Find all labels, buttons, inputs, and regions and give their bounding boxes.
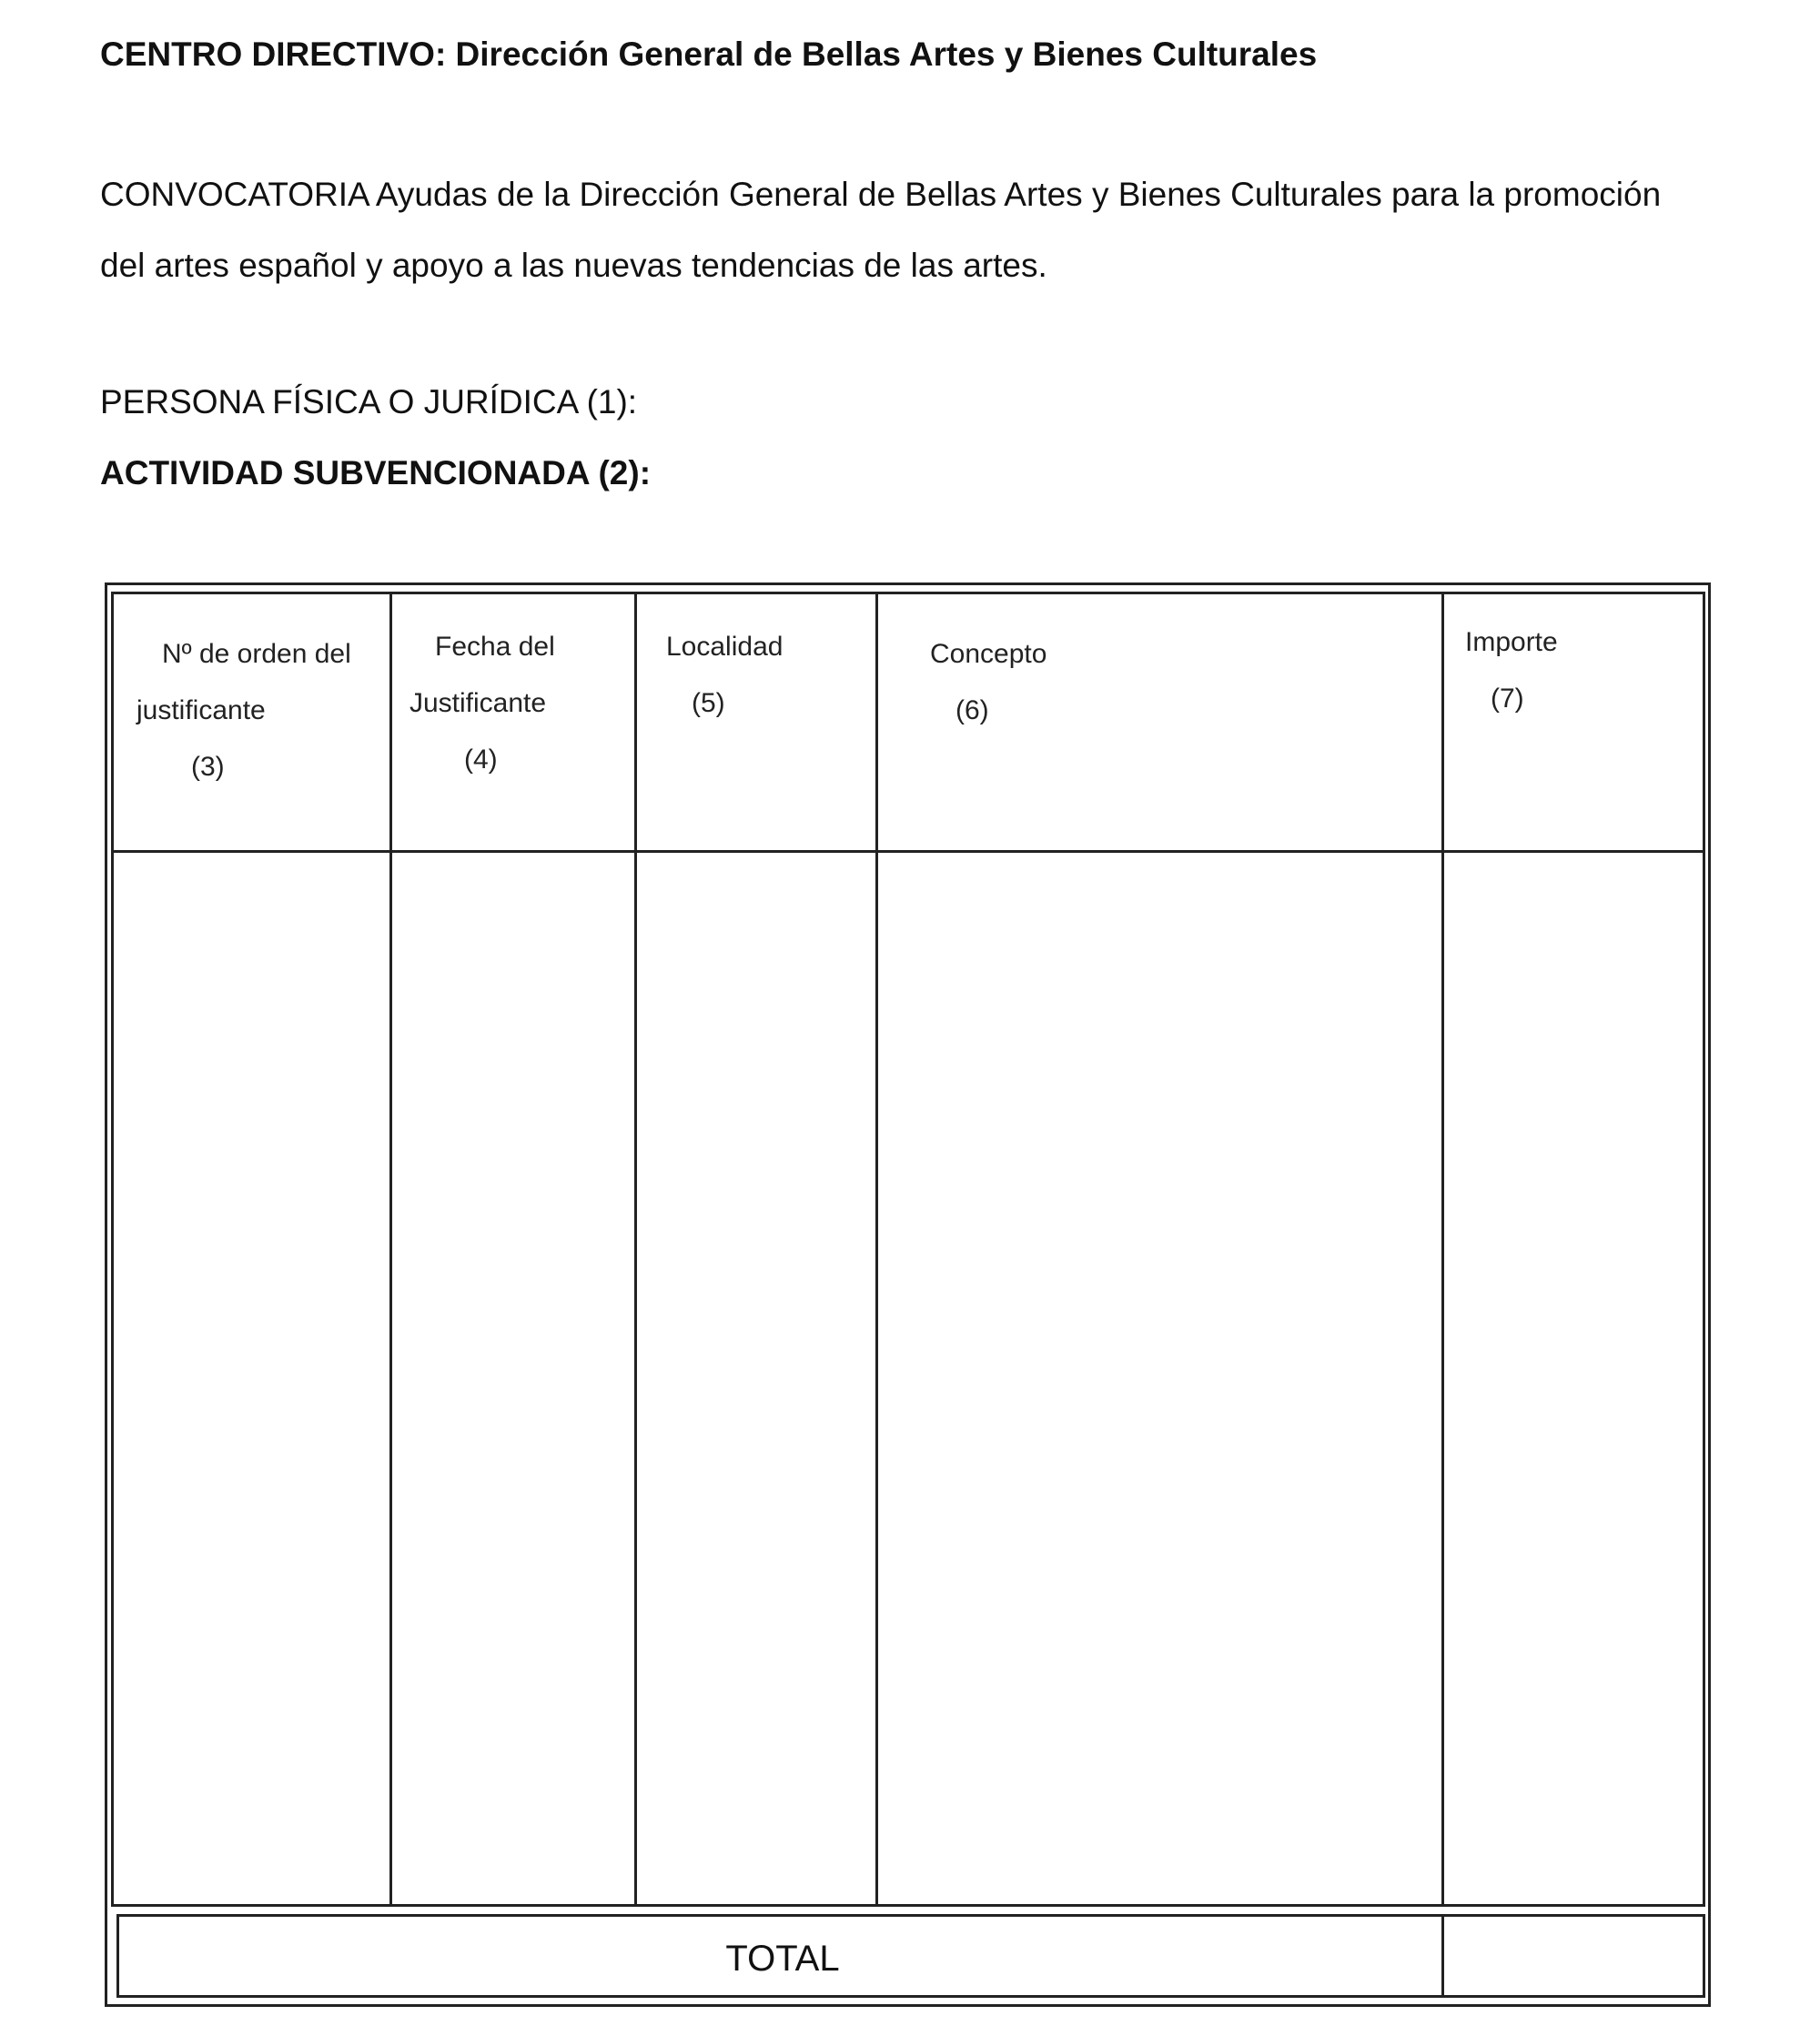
column-header-ref: (3)	[191, 752, 225, 782]
column-header-text: Importe	[1465, 627, 1558, 657]
column-header-text: Localidad	[666, 632, 784, 662]
column-header-concepto	[930, 626, 1046, 739]
total-row	[116, 1914, 1705, 1998]
column-divider	[634, 592, 637, 1907]
column-header-text: Justificante	[410, 688, 547, 718]
column-divider	[389, 592, 392, 1907]
column-header-fecha	[410, 619, 555, 788]
header-row-divider	[111, 850, 1705, 853]
total-label: TOTAL	[725, 1939, 840, 1979]
convocatoria-line-2: del artes español y apoyo a las nuevas tendencias de las artes.	[100, 247, 1047, 284]
column-header-localidad	[666, 619, 783, 732]
column-header-ref: (6)	[956, 695, 989, 725]
column-header-ref: (4)	[464, 745, 498, 775]
total-column-divider	[1441, 1914, 1444, 1998]
column-header-text: Nº de orden del	[162, 639, 351, 669]
column-divider	[875, 592, 878, 1907]
actividad-subvencionada-label: ACTIVIDAD SUBVENCIONADA (2):	[100, 454, 652, 491]
column-header-ref: (7)	[1491, 684, 1524, 714]
column-header-text: justificante	[136, 695, 266, 725]
column-header-text: Fecha del	[435, 632, 555, 662]
centro-directivo-heading: CENTRO DIRECTIVO: Dirección General de Bellas Artes y Bienes Culturales	[100, 35, 1318, 73]
column-divider	[1441, 592, 1444, 1907]
convocatoria-line-1: CONVOCATORIA Ayudas de la Dirección General de Bellas Artes y Bienes Culturales para la promoción	[100, 176, 1662, 213]
persona-fisica-juridica-label: PERSONA FÍSICA O JURÍDICA (1):	[100, 383, 638, 420]
column-header-ref: (5)	[692, 688, 725, 718]
column-header-text: Concepto	[930, 639, 1047, 669]
column-header-numero-orden	[136, 626, 351, 795]
column-header-importe	[1465, 614, 1558, 727]
